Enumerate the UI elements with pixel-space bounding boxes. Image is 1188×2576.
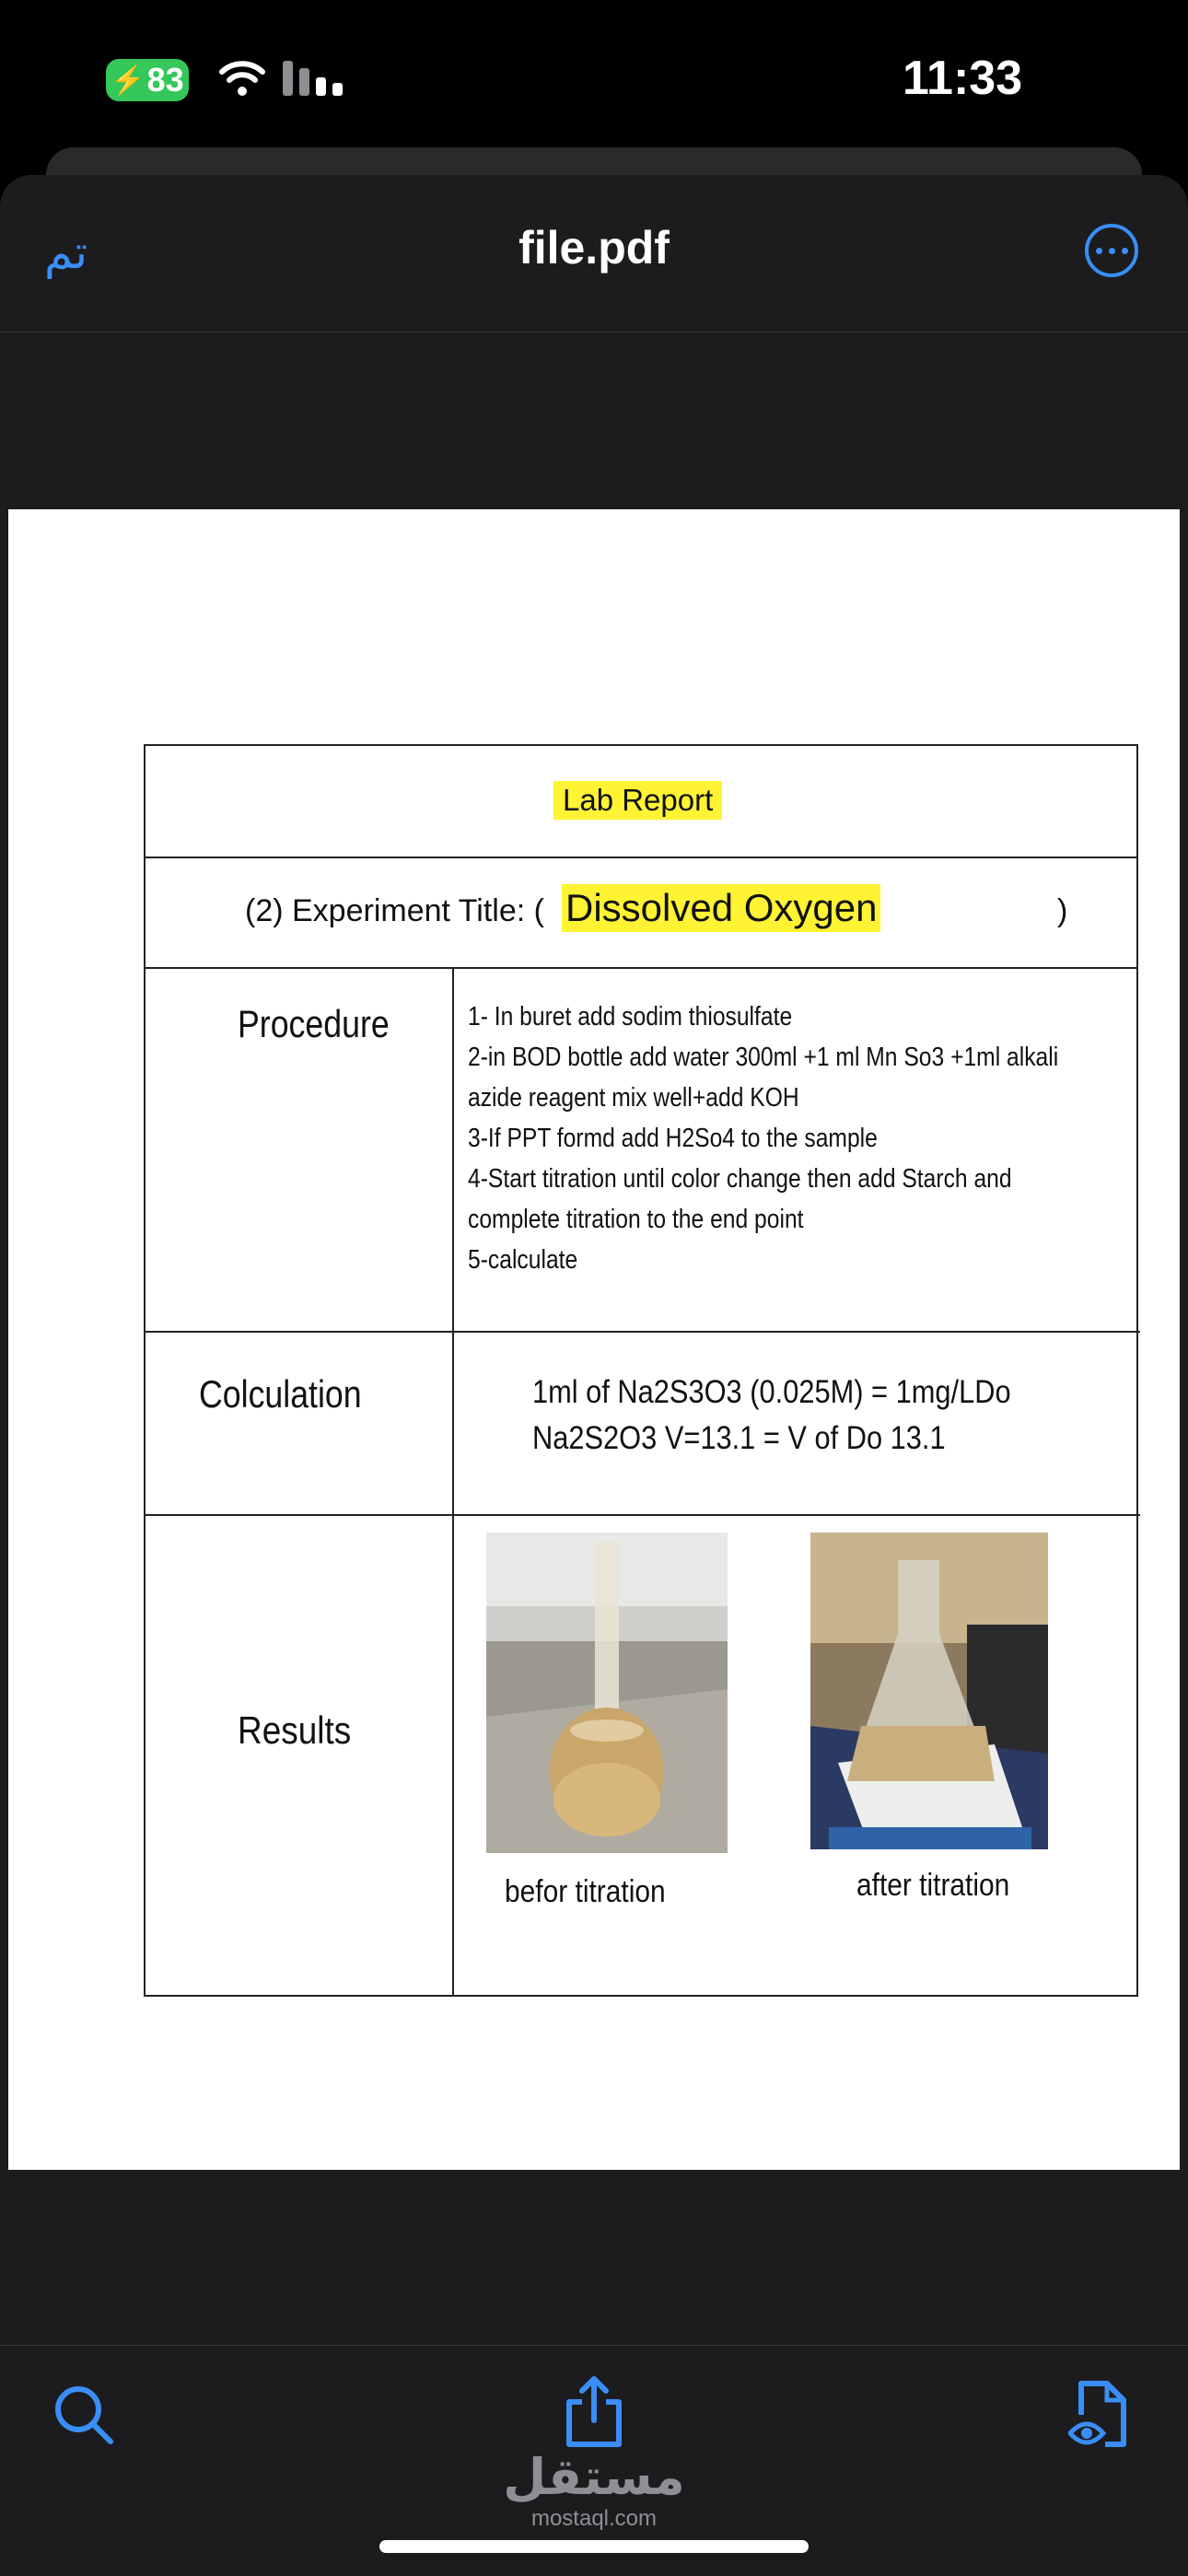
battery-level: 83 [146, 61, 184, 99]
done-button[interactable]: تم [44, 226, 88, 279]
before-titration-caption: befor titration [505, 1874, 666, 1909]
table-row-divider [146, 1514, 1140, 1516]
report-header-row [144, 744, 1138, 858]
wifi-icon [219, 57, 265, 98]
home-indicator[interactable] [379, 2540, 809, 2553]
procedure-step: complete titration to the end point [468, 1205, 804, 1234]
after-titration-caption: after titration [856, 1868, 1010, 1903]
report-table [144, 967, 1138, 1997]
calculation-line: Na2S2O3 V=13.1 = V of Do 13.1 [532, 1420, 946, 1456]
calculation-line: 1ml of Na2S3O3 (0.025M) = 1mg/LDo [532, 1374, 1011, 1410]
calculation-lines [532, 1370, 1076, 1462]
table-row-divider [146, 1331, 1140, 1333]
results-label: Results [238, 1708, 352, 1752]
file-title: file.pdf [518, 222, 670, 274]
share-icon[interactable] [564, 2374, 624, 2448]
experiment-close-paren: ) [1057, 893, 1068, 928]
report-title: Lab Report [553, 781, 722, 820]
after-titration-photo [810, 1533, 1048, 1849]
procedure-step: 5-calculate [468, 1245, 578, 1275]
document-eye-icon[interactable] [1068, 2378, 1133, 2452]
procedure-step: 1- In buret add sodim thiosulfate [468, 1002, 793, 1032]
watermark-arabic: مستقل [503, 2448, 685, 2506]
procedure-steps [468, 997, 1131, 1280]
more-ellipsis-icon[interactable] [1085, 224, 1138, 277]
procedure-step: 3-If PPT formd add H2So4 to the sample [468, 1124, 878, 1153]
status-time: 11:33 [903, 52, 1023, 105]
calculation-label: Colculation [199, 1372, 362, 1416]
experiment-label: (2) Experiment Title: ( [245, 893, 544, 928]
experiment-title-row [144, 857, 1138, 969]
procedure-label: Procedure [238, 1002, 390, 1045]
watermark-latin: mostaql.com [530, 2506, 658, 2531]
before-titration-photo [486, 1533, 728, 1853]
pdf-page [8, 509, 1180, 2170]
experiment-title: Dissolved Oxygen [562, 884, 880, 932]
cellular-signal-icon [281, 59, 345, 98]
procedure-step: azide reagent mix well+add KOH [468, 1083, 799, 1113]
search-icon[interactable] [52, 2384, 115, 2446]
table-column-divider [452, 967, 454, 1997]
battery-charging-icon: ⚡ 83 [106, 59, 189, 101]
watermark [0, 2450, 1188, 2533]
procedure-step: 2-in BOD bottle add water 300ml +1 ml Mn So3 +1ml alkali [468, 1043, 1059, 1072]
procedure-step: 4-Start titration until color change then add Starch and [468, 1164, 1012, 1194]
